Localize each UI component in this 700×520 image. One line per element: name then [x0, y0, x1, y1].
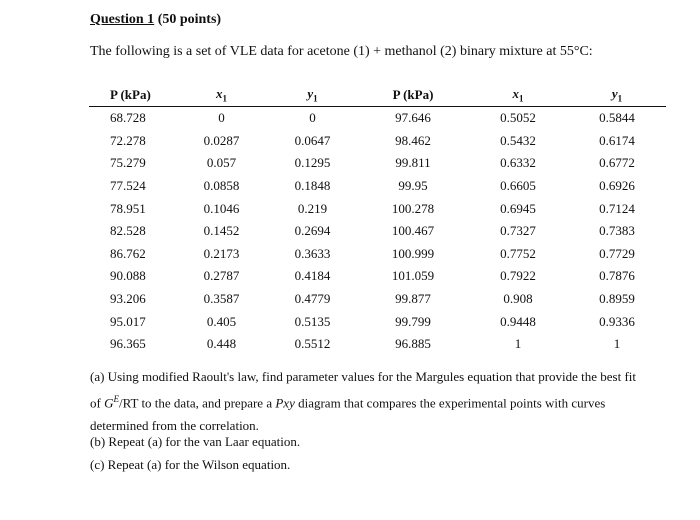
vle-data-table — [89, 84, 666, 356]
cell-x1-left: 0.2787 — [203, 268, 240, 284]
table-row — [89, 265, 666, 288]
header-pressure-right: P (kPa) — [358, 84, 468, 107]
cell-pressure-left: 68.728 — [110, 110, 146, 126]
cell-pressure-left: 96.365 — [110, 336, 146, 352]
cell-pressure-right: 98.462 — [395, 132, 431, 148]
cell-y1-right: 0.8959 — [599, 291, 635, 307]
cell-pressure-left: 93.206 — [110, 291, 146, 307]
cell-pressure-left: 90.088 — [110, 268, 146, 284]
table-row — [89, 288, 666, 311]
cell-x1-left: 0.405 — [206, 313, 237, 329]
cell-pressure-right: 96.885 — [395, 336, 431, 352]
table-row — [89, 152, 666, 175]
cell-y1-right: 0.6772 — [599, 155, 635, 171]
cell-pressure-left: 95.017 — [110, 313, 146, 329]
table-row — [89, 175, 666, 198]
cell-x1-right: 0.9448 — [500, 313, 536, 329]
intro-text: The following is a set of VLE data for acetone (1) + methanol (2) binary mixture at 55°C: — [90, 44, 593, 59]
table-header-row — [89, 84, 666, 107]
cell-x1-left: 0.1452 — [203, 223, 240, 239]
cell-y1-right: 0.5844 — [599, 110, 635, 126]
table-body — [89, 107, 666, 356]
cell-pressure-left: 75.279 — [110, 155, 146, 171]
header-y1-right: $y_1$ — [568, 84, 666, 107]
cell-x1-right: 0.6332 — [500, 155, 536, 171]
question-number: Question 1 — [90, 12, 155, 27]
cell-y1-right: 0.7729 — [599, 245, 635, 261]
cell-x1-right: 0.7752 — [500, 245, 536, 261]
table-row — [89, 197, 666, 220]
cell-y1-left: 0.3633 — [294, 245, 331, 261]
cell-x1-right: 0.7922 — [500, 268, 536, 284]
cell-y1-left: 0.5512 — [294, 336, 331, 352]
cell-y1-right: 0.6174 — [599, 132, 635, 148]
cell-pressure-right: 99.799 — [395, 313, 431, 329]
cell-y1-right: 0.7124 — [599, 200, 635, 216]
cell-pressure-right: 101.059 — [391, 268, 435, 284]
cell-y1-left: 0.5135 — [294, 313, 331, 329]
cell-y1-left: 0.1295 — [294, 155, 331, 171]
cell-y1-right: 0.7383 — [599, 223, 635, 239]
part-c-text: (c) Repeat (a) for the Wilson equation. — [90, 457, 291, 472]
table-row — [89, 333, 666, 356]
cell-x1-right: 0.5052 — [500, 110, 536, 126]
cell-pressure-right: 99.877 — [395, 291, 431, 307]
cell-pressure-right: 99.95 — [398, 178, 428, 194]
cell-x1-left: 0.448 — [206, 336, 237, 352]
cell-y1-left: 0.219 — [297, 200, 328, 216]
question-heading — [90, 12, 221, 28]
header-x1-left: $x_1$ — [176, 84, 267, 107]
cell-x1-left: 0.0287 — [203, 132, 240, 148]
cell-y1-left: 0.0647 — [294, 132, 331, 148]
cell-x1-right: 0.908 — [503, 291, 533, 307]
cell-y1-left: 0.4184 — [294, 268, 331, 284]
table-row — [89, 130, 666, 153]
cell-y1-left: 0.2694 — [294, 223, 331, 239]
cell-x1-left: 0.0858 — [203, 178, 240, 194]
cell-y1-left: 0.4779 — [294, 291, 331, 307]
question-points: (50 points) — [157, 12, 222, 27]
cell-y1-right: 0.6926 — [599, 178, 635, 194]
cell-y1-left: 0.1848 — [294, 178, 331, 194]
cell-pressure-right: 100.467 — [391, 223, 435, 239]
cell-x1-right: 0.7327 — [500, 223, 536, 239]
cell-y1-right: 0.9336 — [599, 313, 635, 329]
cell-pressure-right: 97.646 — [395, 110, 431, 126]
table-row — [89, 107, 666, 130]
header-x1-right: $x_1$ — [468, 84, 568, 107]
cell-x1-left: 0.057 — [206, 155, 237, 171]
header-pressure-left: P (kPa) — [89, 84, 176, 107]
cell-y1-left: 0 — [309, 110, 316, 126]
table-row — [89, 220, 666, 243]
part-a-text: (a) Using modified Raoult's law, find parameter values for the Margules equation that provide the best fit of $G^E/RT$ to the data, and prepare a Pxy diagram that compares the experimental points with curves determined from the correlation. — [90, 369, 637, 434]
cell-x1-left: 0.2173 — [203, 245, 240, 261]
cell-pressure-right: 100.999 — [391, 245, 435, 261]
part-b-text: (b) Repeat (a) for the van Laar equation. — [90, 434, 301, 449]
cell-pressure-left: 72.278 — [110, 132, 146, 148]
cell-y1-right: 0.7876 — [599, 268, 635, 284]
cell-pressure-left: 86.762 — [110, 245, 146, 261]
header-y1-left: $y_1$ — [267, 84, 358, 107]
cell-x1-right: 0.5432 — [500, 132, 536, 148]
cell-x1-left: 0.1046 — [203, 200, 240, 216]
cell-pressure-left: 77.524 — [110, 178, 146, 194]
table-row — [89, 243, 666, 266]
cell-x1-left: 0 — [218, 110, 225, 126]
cell-x1-left: 0.3587 — [203, 291, 240, 307]
table-row — [89, 310, 666, 333]
cell-x1-right: 0.6945 — [500, 200, 536, 216]
cell-pressure-right: 99.811 — [395, 155, 431, 171]
cell-pressure-left: 82.528 — [110, 223, 146, 239]
cell-pressure-left: 78.951 — [110, 200, 146, 216]
cell-y1-right: 1 — [613, 336, 621, 352]
cell-x1-right: 0.6605 — [500, 178, 536, 194]
cell-x1-right: 1 — [514, 336, 522, 352]
cell-pressure-right: 100.278 — [391, 200, 435, 216]
